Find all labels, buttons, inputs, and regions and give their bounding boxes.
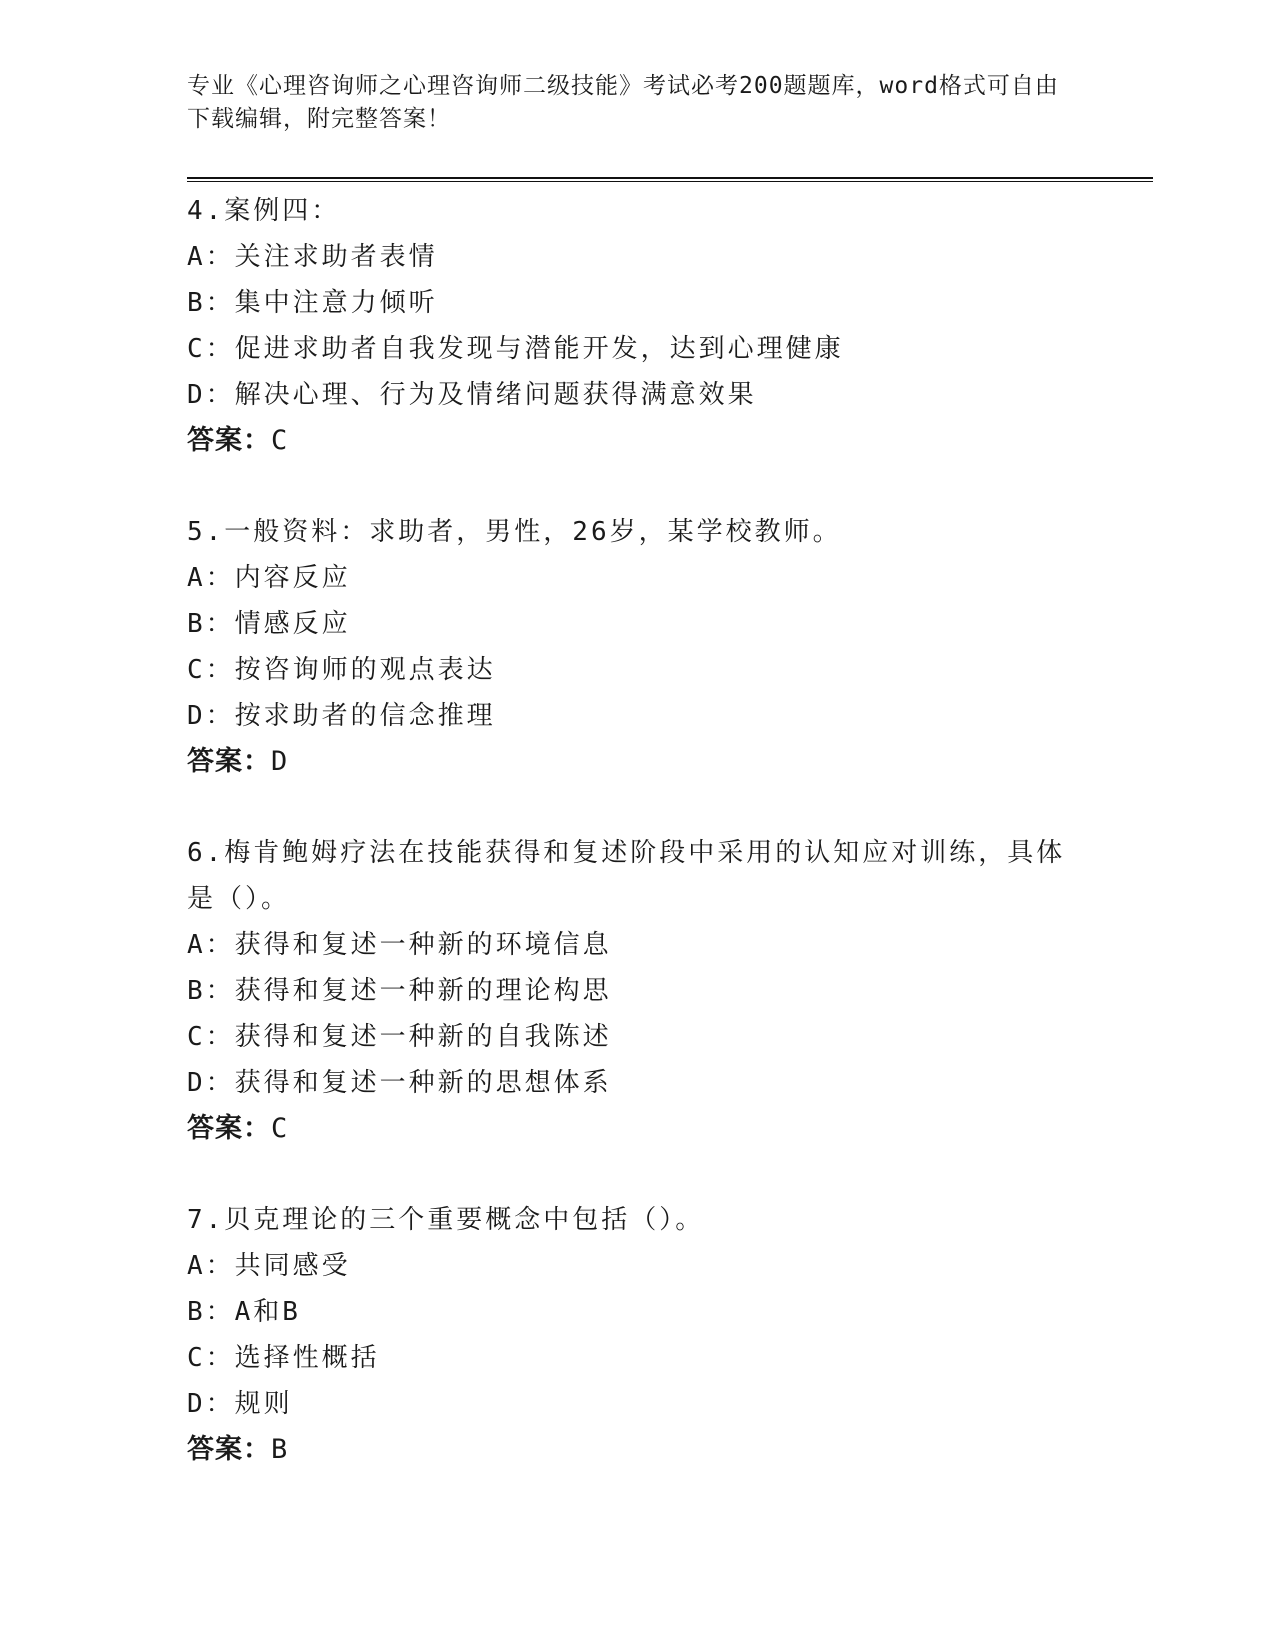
question-4 [187,188,1087,464]
answer-line [187,1427,1087,1473]
option-c: C：获得和复述一种新的自我陈述 [187,1022,612,1052]
question-7 [187,1197,1087,1473]
option-d: D：按求助者的信念推理 [187,701,496,731]
document-header [187,70,1067,136]
option-c: C：按咨询师的观点表达 [187,655,496,685]
option-b: B：情感反应 [187,609,351,639]
question-text: 6.梅肯鲍姆疗法在技能获得和复述阶段中采用的认知应对训练，具体是（）。 [187,838,1066,914]
question-text: 4.案例四： [187,196,341,226]
question-text: 7.贝克理论的三个重要概念中包括（）。 [187,1205,705,1235]
option-b: B：获得和复述一种新的理论构思 [187,976,612,1006]
answer-value: C [271,1113,289,1144]
option-a: A：共同感受 [187,1251,351,1281]
answer-label: 答案： [187,746,271,777]
answer-label: 答案： [187,425,271,456]
answer-label: 答案： [187,1434,271,1465]
answer-line [187,418,1087,464]
option-d: D：解决心理、行为及情绪问题获得满意效果 [187,380,757,410]
answer-label: 答案： [187,1113,271,1144]
question-5 [187,509,1087,785]
answer-value: D [271,746,289,777]
answer-line [187,1106,1087,1152]
answer-value: B [271,1434,289,1465]
question-list [187,188,1087,1518]
option-b: B：A和B [187,1297,301,1327]
option-a: A：获得和复述一种新的环境信息 [187,930,612,960]
header-divider [187,177,1153,182]
option-d: D：规则 [187,1389,293,1419]
option-c: C：促进求助者自我发现与潜能开发，达到心理健康 [187,334,844,364]
answer-value: C [271,425,289,456]
answer-line [187,739,1087,785]
question-text: 5.一般资料：求助者，男性，26岁，某学校教师。 [187,517,842,547]
option-b: B：集中注意力倾听 [187,288,438,318]
option-c: C：选择性概括 [187,1343,380,1373]
question-6 [187,830,1087,1152]
option-d: D：获得和复述一种新的思想体系 [187,1068,612,1098]
option-a: A：关注求助者表情 [187,242,438,272]
option-a: A：内容反应 [187,563,351,593]
header-text: 专业《心理咨询师之心理咨询师二级技能》考试必考200题题库，word格式可自由下载编辑，附完整答案！ [187,73,1059,132]
